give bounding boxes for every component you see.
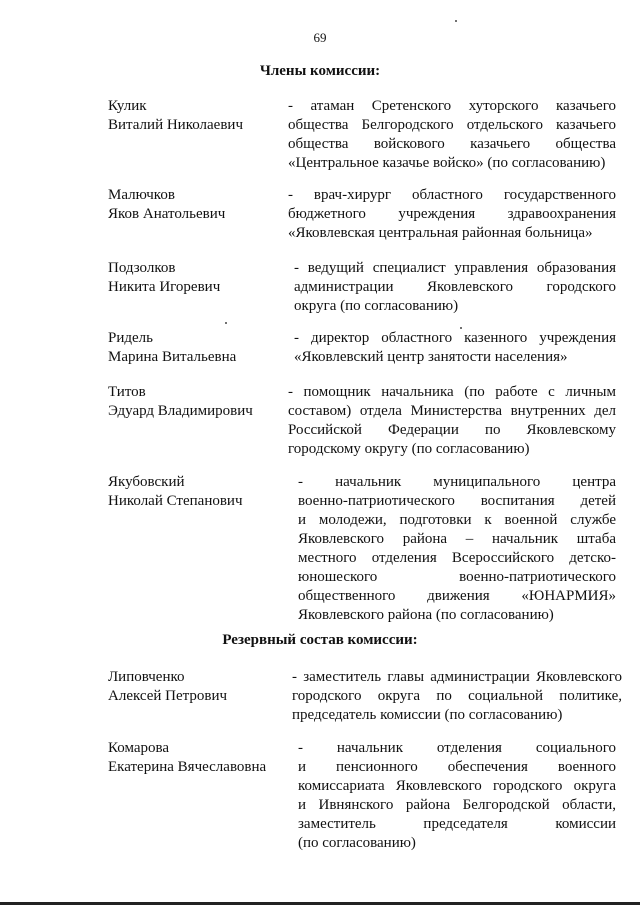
member-position bbox=[298, 739, 616, 853]
member-position bbox=[292, 668, 622, 725]
member-given-names: Яков Анатольевич bbox=[108, 206, 226, 222]
member-name bbox=[108, 668, 288, 706]
position-line: заместитель председателя комиссии bbox=[298, 816, 616, 832]
position-line: - ведущий специалист управления образования bbox=[294, 260, 616, 276]
member-position bbox=[298, 473, 616, 625]
position-line: округа (по согласованию) bbox=[294, 298, 459, 314]
position-line: юношеского военно-патриотического bbox=[298, 569, 616, 585]
member-position bbox=[294, 329, 616, 367]
scan-speck bbox=[460, 327, 462, 329]
position-line: (по согласованию) bbox=[298, 835, 416, 851]
position-line: «Яковлевская центральная районная больница» bbox=[288, 225, 593, 241]
member-name bbox=[108, 383, 288, 421]
position-line: - заместитель главы администрации Яковлевского bbox=[292, 669, 622, 685]
position-line: городского округа по социальной политике, bbox=[292, 688, 622, 704]
position-line: общества Белгородского отдельского казачьего bbox=[288, 117, 616, 133]
position-line: - начальник отделения социального bbox=[298, 740, 616, 756]
member-given-names: Екатерина Вячеславовна bbox=[108, 759, 267, 775]
position-line: - врач-хирург областного государственного bbox=[288, 187, 616, 203]
member-given-names: Виталий Николаевич bbox=[108, 117, 243, 133]
position-line: - атаман Сретенского хуторского казачьего bbox=[288, 98, 616, 114]
position-line: бюджетного учреждения здравоохранения bbox=[288, 206, 616, 222]
member-name bbox=[108, 259, 288, 297]
member-given-names: Алексей Петрович bbox=[108, 688, 228, 704]
member-surname: Комарова bbox=[108, 740, 170, 756]
position-line: и пенсионного обеспечения военного bbox=[298, 759, 616, 775]
member-position bbox=[288, 383, 616, 459]
member-surname: Малючков bbox=[108, 187, 175, 203]
member-surname: Кулик bbox=[108, 98, 147, 114]
member-name bbox=[108, 473, 288, 511]
position-line: и молодежи, подготовки к военной службе bbox=[298, 512, 616, 528]
position-line: - начальник муниципального центра bbox=[298, 474, 616, 490]
member-surname: Якубовский bbox=[108, 474, 185, 490]
member-surname: Подзолков bbox=[108, 260, 176, 276]
member-given-names: Марина Витальевна bbox=[108, 349, 237, 365]
page-number: 69 bbox=[313, 30, 327, 45]
position-line: городскому округу (по согласованию) bbox=[288, 441, 530, 457]
member-name bbox=[108, 97, 288, 135]
position-line: составом) отдела Министерства внутренних дел bbox=[288, 403, 616, 419]
members-heading: Члены комиссии: bbox=[259, 63, 381, 79]
reserve-heading: Резервный состав комиссии: bbox=[222, 632, 418, 648]
position-line: местного отделения Всероссийского детско- bbox=[298, 550, 616, 566]
member-given-names: Никита Игоревич bbox=[108, 279, 221, 295]
member-surname: Ридель bbox=[108, 330, 153, 346]
scan-speck bbox=[455, 20, 457, 22]
member-surname: Липовченко bbox=[108, 669, 185, 685]
position-line: общественного движения «ЮНАРМИЯ» bbox=[298, 588, 616, 604]
position-line: Яковлевского района – начальник штаба bbox=[298, 531, 616, 547]
position-line: председатель комиссии (по согласованию) bbox=[292, 707, 563, 723]
member-given-names: Эдуард Владимирович bbox=[108, 403, 253, 419]
member-position bbox=[288, 186, 616, 243]
position-line: военно-патриотического воспитания детей bbox=[298, 493, 616, 509]
member-name bbox=[108, 739, 288, 777]
member-name bbox=[108, 186, 288, 224]
member-given-names: Николай Степанович bbox=[108, 493, 243, 509]
position-line: «Яковлевский центр занятости населения» bbox=[294, 349, 568, 365]
member-name bbox=[108, 329, 288, 367]
position-line: - директор областного казенного учреждения bbox=[294, 330, 616, 346]
position-line: Российской Федерации по Яковлевскому bbox=[288, 422, 616, 438]
position-line: Яковлевского района (по согласованию) bbox=[298, 607, 554, 623]
position-line: и Ивнянского района Белгородской области, bbox=[298, 797, 616, 813]
position-line: «Центральное казачье войско» (по согласованию) bbox=[288, 155, 606, 171]
position-line: администрации Яковлевского городского bbox=[294, 279, 616, 295]
member-surname: Титов bbox=[108, 384, 146, 400]
position-line: - помощник начальника (по работе с личным bbox=[288, 384, 616, 400]
member-position bbox=[288, 97, 616, 173]
scan-speck bbox=[225, 322, 227, 324]
position-line: комиссариата Яковлевского городского округа bbox=[298, 778, 616, 794]
position-line: общества войскового казачьего общества bbox=[288, 136, 616, 152]
member-position bbox=[294, 259, 616, 316]
